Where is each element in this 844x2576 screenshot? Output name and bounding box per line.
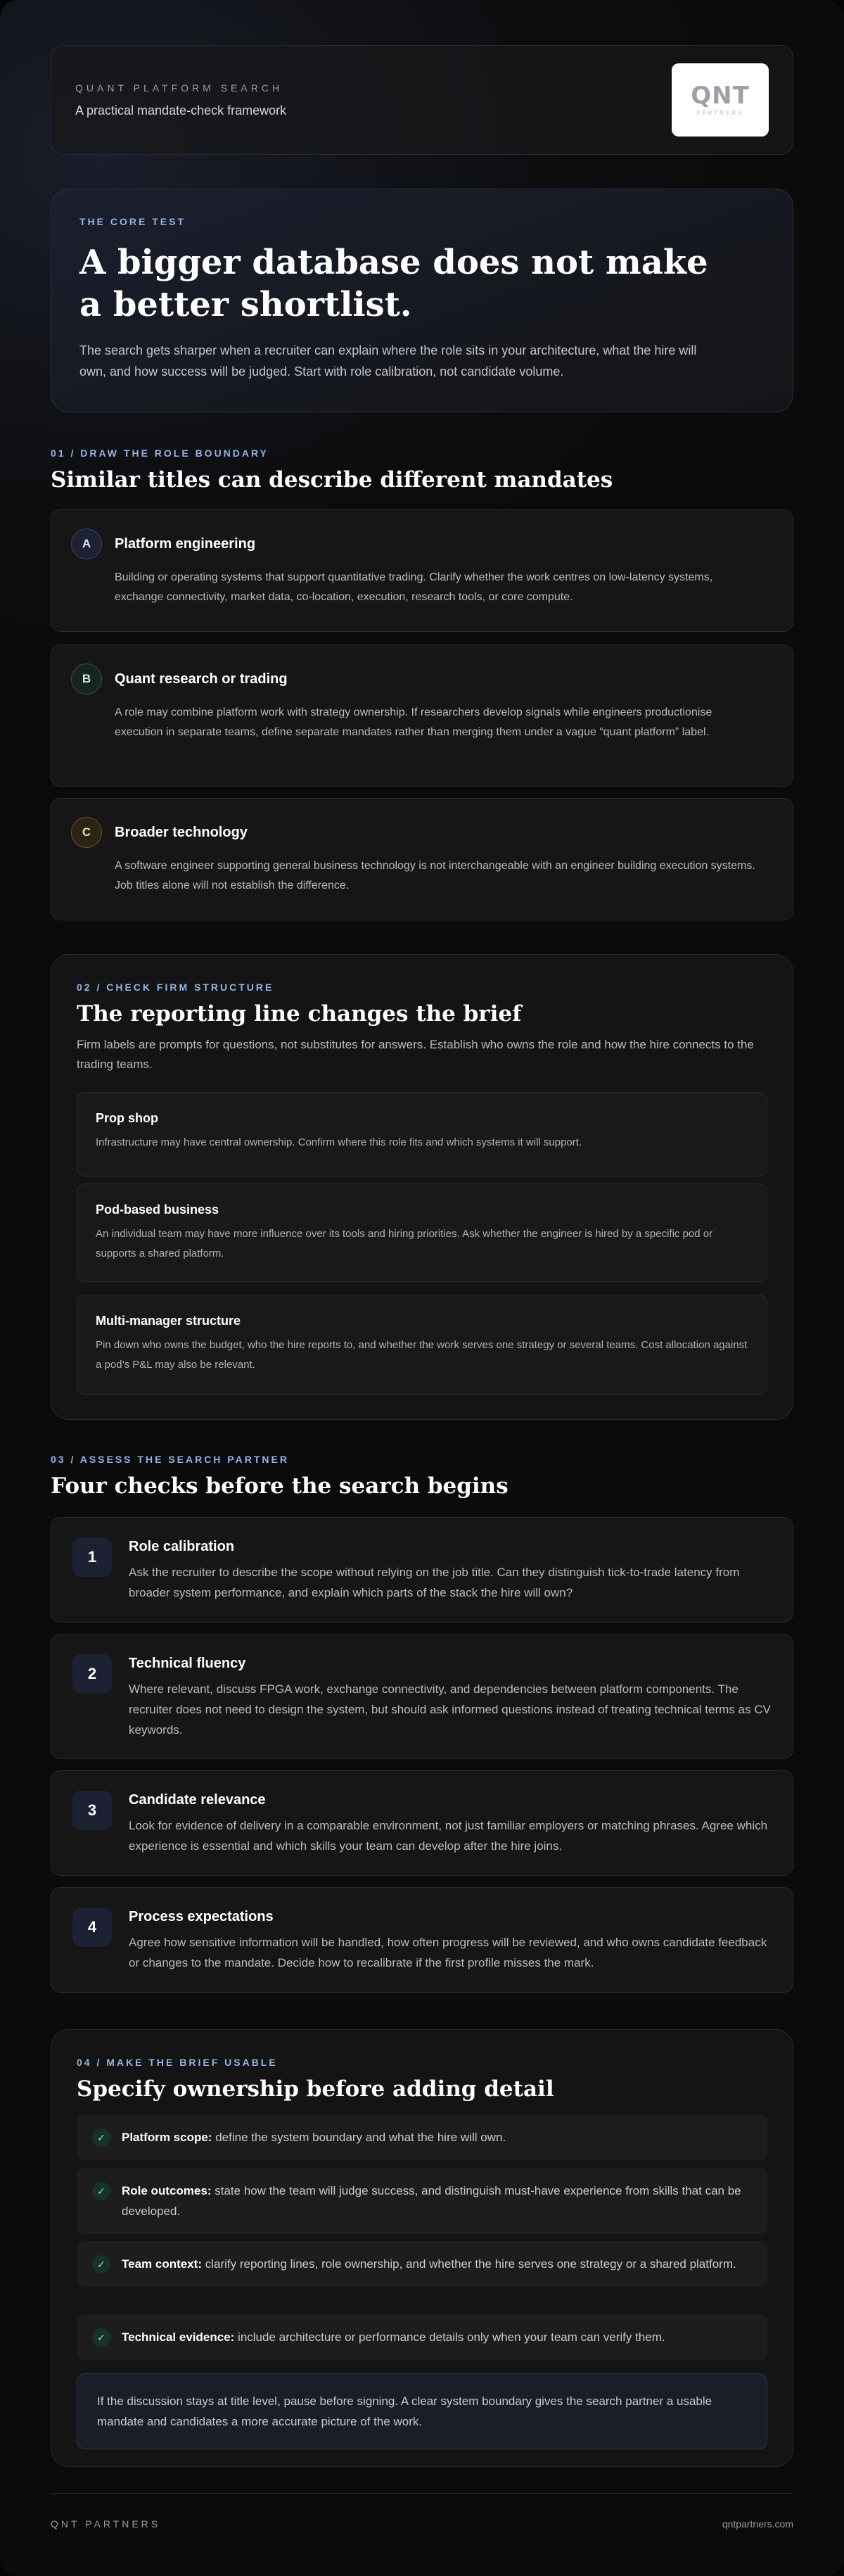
usable-brief-card	[51, 2029, 793, 2467]
check-body: Agree how sensitive information will be handled, how often progress will be reviewed, and who owns candidate feedback or changes to the mandate. Decide how to recalibrate if the first profile misses the mark.	[129, 1936, 767, 1969]
brief-item-text: state how the team will judge success, and distinguish must-have experience from skills that can be developed.	[122, 2184, 741, 2218]
check-card-role-calibration	[51, 1517, 793, 1623]
check-title: Process expectations	[129, 1909, 274, 1924]
brief-item-technical-evidence	[77, 2314, 767, 2360]
check-title: Technical fluency	[129, 1656, 246, 1671]
role-description: A role may combine platform work with strategy ownership. If researchers develop signals while engineers productionise execution in separate teams, define separate mandates rather than merging them under a vague “quant platform” label.	[115, 706, 712, 738]
firm-card-title: Prop shop	[96, 1111, 158, 1125]
role-badge: B	[71, 664, 102, 694]
check-body: Look for evidence of delivery in a comparable environment, not just familiar employers or matching phrases. Agree which experience is essential and which skills your team can develop after the hire joins.	[129, 1819, 768, 1853]
section-title: Four checks before the search begins	[51, 1473, 509, 1499]
check-icon: ✓	[92, 2128, 110, 2147]
check-card-process-expectations	[51, 1887, 793, 1993]
brief-item-text: define the system boundary and what the hire will own.	[212, 2131, 506, 2144]
firm-card-prop-shop	[77, 1092, 767, 1176]
role-badge: A	[71, 528, 102, 559]
check-cards	[51, 1517, 793, 1993]
check-title: Candidate relevance	[129, 1792, 266, 1808]
brief-item-label: Role outcomes:	[122, 2184, 212, 2197]
logo-subtext: PARTNERS	[696, 110, 744, 116]
section-search-partner	[51, 1454, 793, 1499]
firm-card-body: Pin down who owns the budget, who the hire reports to, and whether the work serves one strategy or several teams. Cost allocation against a pod’s P&L may also be relevant.	[96, 1339, 748, 1371]
role-card-broader	[51, 798, 793, 920]
role-title: Quant research or trading	[115, 671, 288, 687]
role-cards	[51, 509, 793, 920]
section-kicker: 01 / DRAW THE ROLE BOUNDARY	[51, 448, 269, 459]
header-kicker: QUANT PLATFORM SEARCH	[75, 82, 283, 94]
role-badge: C	[71, 817, 102, 848]
section-title: Specify ownership before adding detail	[77, 2076, 554, 2102]
check-body: Ask the recruiter to describe the scope without relying on the job title. Can they distinguish tick-to-trade latency from broader system performance, and explain which parts of the stack the hire will own?	[129, 1566, 740, 1599]
section-kicker: 02 / CHECK FIRM STRUCTURE	[77, 982, 274, 993]
firm-structure-card	[51, 954, 793, 1420]
footer-divider	[51, 2493, 793, 2494]
check-title: Role calibration	[129, 1539, 235, 1554]
check-body: Where relevant, discuss FPGA work, exchange connectivity, and dependencies between platform components. The recruiter does not need to design the system, but should ask informed questions instead of treating technical terms as CV keywords.	[129, 1682, 771, 1737]
header-card	[51, 45, 793, 155]
check-number: 2	[72, 1654, 112, 1694]
check-icon: ✓	[92, 2255, 110, 2273]
role-card-platform	[51, 509, 793, 632]
firm-card-pod-based	[77, 1184, 767, 1282]
footer	[51, 2513, 793, 2534]
section-intro: Firm labels are prompts for questions, not substitutes for answers. Establish who owns the role and how the hire connects to the trading teams.	[77, 1038, 754, 1071]
brief-item-platform-scope	[77, 2114, 767, 2160]
check-card-candidate-relevance	[51, 1770, 793, 1876]
header-subtitle: A practical mandate-check framework	[75, 103, 287, 118]
section-title: The reporting line changes the brief	[77, 1001, 522, 1027]
brief-item-label: Platform scope:	[122, 2131, 212, 2144]
role-card-quant	[51, 645, 793, 787]
brief-item-label: Team context:	[122, 2257, 202, 2271]
core-test-card	[51, 189, 793, 412]
brief-item-team-context	[77, 2241, 767, 2287]
brand-logo	[672, 63, 769, 137]
firm-card-body: Infrastructure may have central ownership. Confirm where this role fits and which systems it will support.	[96, 1136, 582, 1148]
section-kicker: 03 / ASSESS THE SEARCH PARTNER	[51, 1454, 289, 1465]
hero-kicker: THE CORE TEST	[79, 216, 186, 227]
brief-note: If the discussion stays at title level, pause before signing. A clear system boundary gives the search partner a usable mandate and candidates a more accurate picture of the work.	[77, 2373, 767, 2449]
logo-wordmark: QNT	[691, 82, 750, 110]
role-title: Broader technology	[115, 824, 248, 840]
firm-card-title: Pod-based business	[96, 1203, 219, 1217]
hero-title: A bigger database does not make a better shortlist.	[79, 243, 708, 324]
footer-url-link[interactable]: qntpartners.com	[722, 2518, 793, 2530]
header-text	[75, 82, 286, 118]
role-description: A software engineer supporting general business technology is not interchangeable with an engineer building execution systems. Job titles alone will not establish the difference.	[115, 860, 755, 892]
section-kicker: 04 / MAKE THE BRIEF USABLE	[77, 2057, 278, 2068]
brief-item-text: clarify reporting lines, role ownership, and whether the hire serves one strategy or a shared platform.	[202, 2257, 736, 2271]
brief-item-text: include architecture or performance details only when your team can verify them.	[234, 2330, 665, 2344]
check-icon: ✓	[92, 2328, 110, 2347]
firm-card-multi-manager	[77, 1295, 767, 1395]
firm-card-body: An individual team may have more influence over its tools and hiring priorities. Ask whether the engineer is hired by a specific pod or supports a shared platform.	[96, 1228, 713, 1260]
brief-item-label: Technical evidence:	[122, 2330, 235, 2344]
check-number: 4	[72, 1908, 112, 1947]
footer-brand: QNT PARTNERS	[51, 2518, 161, 2530]
check-number: 3	[72, 1791, 112, 1830]
hero-body: The search gets sharper when a recruiter can explain where the role sits in your architecture, what the hire will own, and how success will be judged. Start with role calibration, not candidate volume.	[79, 343, 697, 379]
check-icon: ✓	[92, 2182, 110, 2200]
check-number: 1	[72, 1537, 112, 1577]
brief-item-role-outcomes	[77, 2168, 767, 2234]
role-description: Building or operating systems that support quantitative trading. Clarify whether the work centres on low-latency systems, exchange connectivity, market data, co-location, execution, research tools, or core compute.	[115, 571, 713, 603]
role-title: Platform engineering	[115, 535, 256, 552]
section-role-boundary	[51, 448, 793, 493]
firm-card-title: Multi-manager structure	[96, 1314, 241, 1328]
section-title: Similar titles can describe different mandates	[51, 467, 613, 493]
check-card-technical-fluency	[51, 1634, 793, 1759]
